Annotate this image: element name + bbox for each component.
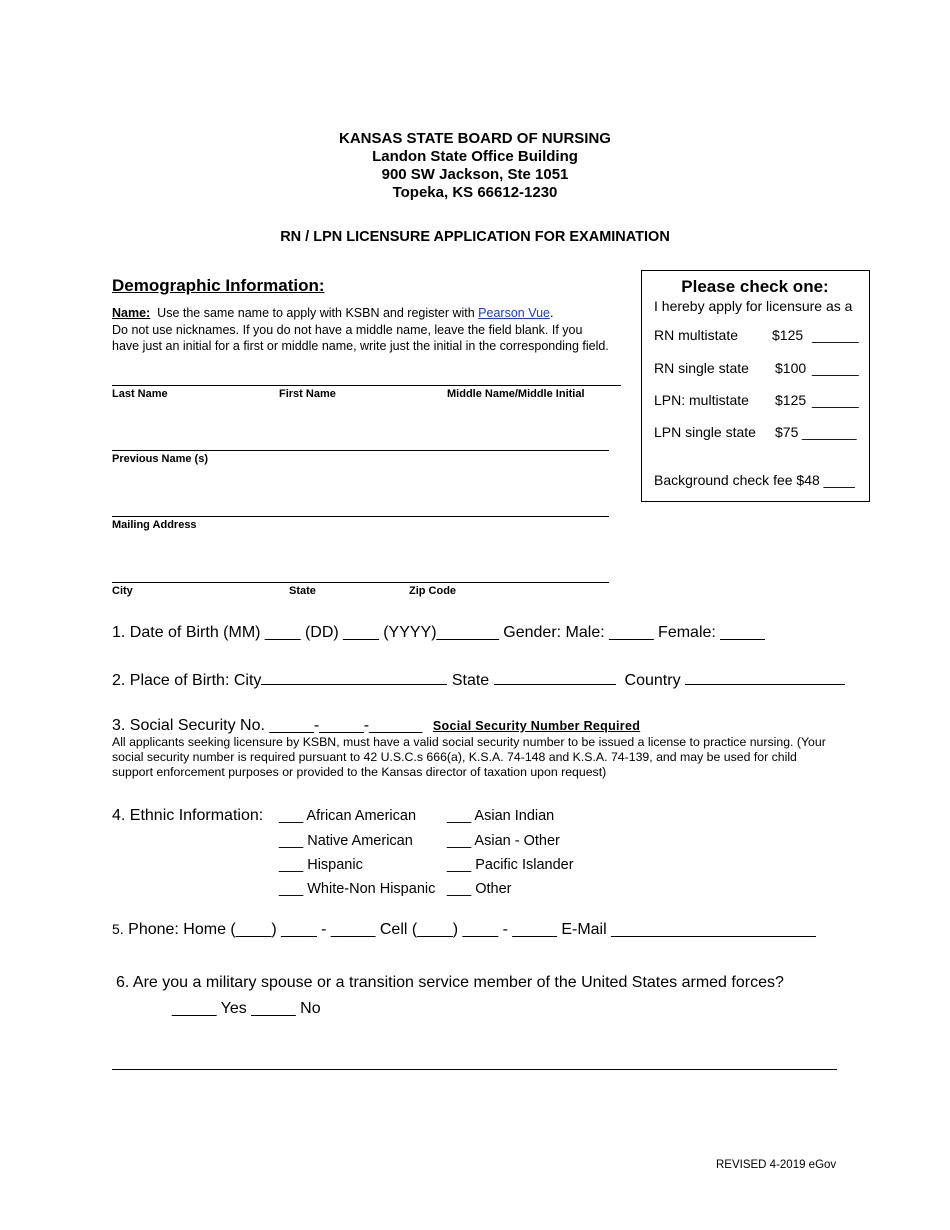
option-fee: $100 bbox=[775, 360, 807, 376]
ethnic-asian-indian[interactable]: ___ Asian Indian bbox=[447, 808, 555, 824]
q2-place-of-birth bbox=[112, 670, 845, 690]
birth-city-field[interactable] bbox=[261, 670, 447, 685]
option-label: RN multistate bbox=[654, 327, 739, 343]
q5-text: Phone: Home (____) ____ - _____ Cell (____) ____ - _____ E-Mail _______________________ bbox=[128, 921, 816, 938]
ssn-note bbox=[112, 735, 852, 780]
ethnic-white-non-hispanic[interactable]: ___ White-Non Hispanic bbox=[279, 881, 436, 897]
ssn-note-1: All applicants seeking licensure by KSBN, must have a valid social security number to be issued a license to practice nursing. (Your bbox=[112, 735, 826, 749]
ethnic-asian-other[interactable]: ___ Asian - Other bbox=[447, 833, 560, 849]
option-lpn-single-state[interactable] bbox=[654, 424, 857, 440]
city-label: City bbox=[112, 585, 133, 597]
option-blank[interactable]: ______ bbox=[812, 360, 859, 376]
option-label: LPN single state bbox=[654, 424, 756, 440]
bottom-line bbox=[112, 1069, 837, 1070]
instructions-line-2: have just an initial for a first or middle name, write just the initial in the corresponding field. bbox=[112, 339, 609, 353]
zip-label: Zip Code bbox=[409, 585, 457, 597]
form-title: RN / LPN LICENSURE APPLICATION FOR EXAMINATION bbox=[280, 229, 670, 245]
option-fee: $125 bbox=[775, 392, 807, 408]
revision-footer: REVISED 4-2019 eGov bbox=[716, 1159, 837, 1171]
check-one-title: Please check one: bbox=[681, 277, 829, 296]
previous-name-line[interactable] bbox=[112, 450, 609, 451]
option-blank[interactable]: ______ bbox=[812, 327, 859, 343]
ethnic-hispanic[interactable]: ___ Hispanic bbox=[279, 857, 363, 873]
street-address: 900 SW Jackson, Ste 1051 bbox=[381, 166, 569, 183]
period: . bbox=[549, 306, 554, 320]
option-rn-single-state[interactable] bbox=[654, 360, 859, 376]
mailing-address-line[interactable] bbox=[112, 516, 609, 517]
option-lpn-multistate[interactable] bbox=[654, 392, 859, 408]
option-rn-multistate[interactable] bbox=[654, 327, 859, 343]
birth-country-field[interactable] bbox=[685, 670, 845, 685]
name-label: Name: bbox=[112, 306, 151, 320]
name-instructions bbox=[112, 305, 632, 355]
pearson-vue-link[interactable]: Pearson Vue bbox=[478, 306, 550, 320]
background-check-fee[interactable]: Background check fee $48 ____ bbox=[654, 472, 855, 488]
city-address: Topeka, KS 66612-1230 bbox=[392, 184, 558, 201]
first-name-label: First Name bbox=[279, 388, 336, 400]
building-name: Landon State Office Building bbox=[372, 148, 578, 165]
q3-ssn[interactable] bbox=[112, 717, 640, 735]
q5-number: 5. bbox=[112, 921, 124, 937]
name-text: Use the same name to apply with KSBN and register with bbox=[157, 306, 475, 320]
last-name-label: Last Name bbox=[112, 388, 168, 400]
city-state-zip-line[interactable] bbox=[112, 582, 609, 583]
option-label: RN single state bbox=[654, 360, 749, 376]
q5-phone-email[interactable] bbox=[112, 921, 816, 939]
previous-name-label: Previous Name (s) bbox=[112, 453, 208, 465]
option-label: LPN: multistate bbox=[654, 392, 749, 408]
ssn-note-3: support enforcement purposes or provided to the Kansas director of taxation upon request) bbox=[112, 765, 607, 779]
q2-country-label: Country bbox=[624, 672, 681, 689]
state-label: State bbox=[289, 585, 316, 597]
birth-state-field[interactable] bbox=[494, 670, 616, 685]
q2-label: 2. Place of Birth: City bbox=[112, 672, 262, 689]
q6-yes-no[interactable]: _____ Yes _____ No bbox=[172, 1000, 321, 1017]
option-blank[interactable]: _______ bbox=[802, 424, 857, 440]
middle-name-label: Middle Name/Middle Initial bbox=[447, 388, 585, 400]
q2-state-label: State bbox=[451, 672, 490, 689]
q4-ethnic-label: 4. Ethnic Information: bbox=[112, 807, 264, 824]
ssn-label: 3. Social Security No. _____-_____-______ bbox=[112, 717, 423, 734]
q6-military-question: 6. Are you a military spouse or a transition service member of the United States armed forces? bbox=[116, 974, 784, 991]
name-line[interactable] bbox=[112, 385, 621, 386]
option-fee: $125 bbox=[772, 327, 804, 343]
instructions-line-1: Do not use nicknames. If you do not have a middle name, leave the field blank. If you bbox=[112, 322, 583, 337]
ssn-note-2: social security number is required pursuant to 42 U.S.C.s 666(a), K.S.A. 74-148 and K.S.A. 74-139, and may be used for child bbox=[112, 750, 797, 764]
option-blank[interactable]: ______ bbox=[812, 392, 859, 408]
option-fee: $75 bbox=[775, 424, 799, 440]
q1-date-of-birth-gender[interactable]: 1. Date of Birth (MM) ____ (DD) ____ (YYYY)_______ Gender: Male: _____ Female: _____ bbox=[112, 624, 765, 641]
mailing-address-label: Mailing Address bbox=[112, 519, 197, 531]
ethnic-pacific-islander[interactable]: ___ Pacific Islander bbox=[447, 857, 574, 873]
ethnic-african-american[interactable]: ___ African American bbox=[279, 808, 417, 824]
ethnic-other[interactable]: ___ Other bbox=[447, 881, 512, 897]
apply-subtitle: I hereby apply for licensure as a bbox=[654, 298, 853, 314]
board-name: KANSAS STATE BOARD OF NURSING bbox=[339, 130, 611, 147]
license-type-box bbox=[641, 270, 870, 502]
ethnic-native-american[interactable]: ___ Native American bbox=[279, 833, 413, 849]
ssn-required: Social Security Number Required bbox=[432, 719, 641, 733]
demographic-heading: Demographic Information: bbox=[112, 276, 325, 295]
